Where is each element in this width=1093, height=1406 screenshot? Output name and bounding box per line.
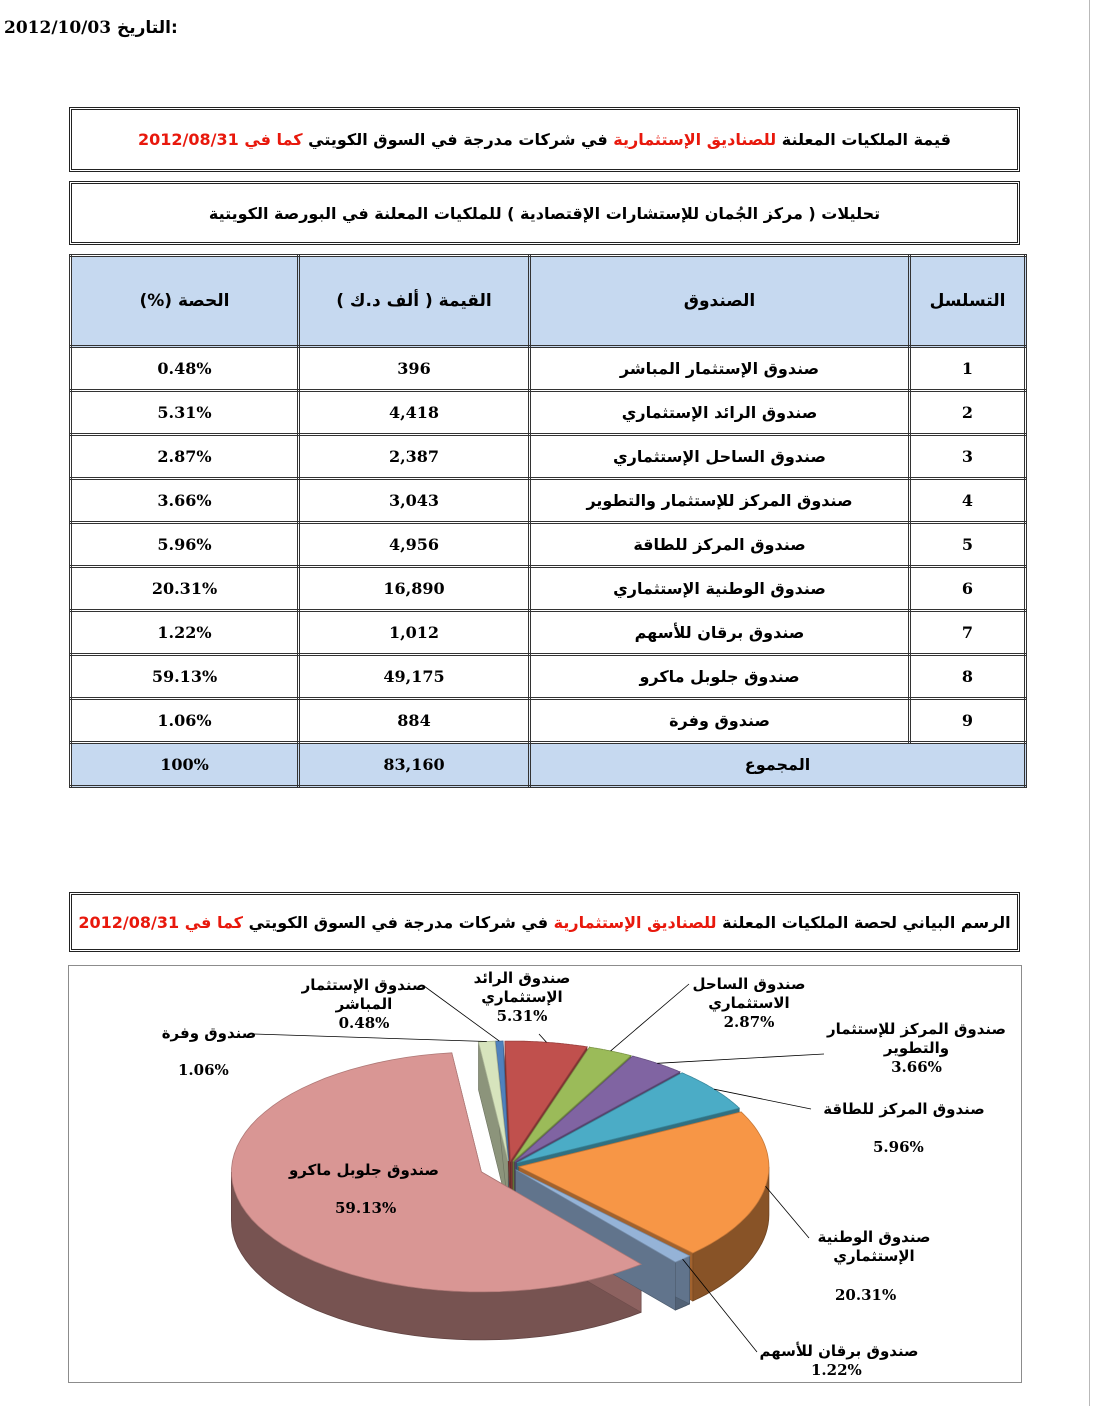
label-markaz-dev-line1: صندوق المركز للإستثمار [826, 1020, 1007, 1038]
cell-fund: صندوق الوطنية الإستثماري [530, 567, 910, 611]
label-raed-pct: 5.31% [496, 1007, 548, 1025]
cell-serial: 8 [910, 655, 1026, 699]
label-raed [447, 969, 597, 1026]
chart-title-part-2: للصناديق الإستثمارية [553, 912, 717, 932]
cell-value: 3,043 [299, 479, 530, 523]
label-burgan-pct: 1.22% [811, 1361, 862, 1379]
date-value: 2012/10/03 [4, 18, 112, 38]
funds-table [69, 254, 1027, 788]
chart-title-part-1: الرسم البياني لحصة الملكيات المعلنة [722, 912, 1011, 932]
cell-share: 1.22% [71, 611, 299, 655]
total-share: 100% [71, 743, 299, 787]
cell-fund: صندوق جلوبل ماكرو [530, 655, 910, 699]
cell-share: 5.31% [71, 391, 299, 435]
leader-line-markaz-dev [657, 1054, 824, 1063]
cell-value: 884 [299, 699, 530, 743]
header-share: الحصة (%) [71, 256, 299, 347]
label-burgan-line1: صندوق برقان للأسهم [759, 1342, 919, 1360]
cell-share: 59.13% [71, 655, 299, 699]
label-markaz-energy-pct: 5.96% [873, 1138, 924, 1156]
label-global-macro-pct: 59.13% [335, 1199, 397, 1217]
label-wafra-pct: 1.06% [178, 1061, 229, 1079]
label-raed-line1: صندوق الرائد [473, 969, 571, 987]
chart-title-part-3: في شركات مدرجة في السوق الكويتي [248, 912, 549, 932]
cell-value: 4,956 [299, 523, 530, 567]
label-sahel [664, 975, 834, 1032]
cell-share: 1.06% [71, 699, 299, 743]
date-label: التاريخ: [116, 18, 178, 38]
label-wafra-line1: صندوق وفرة [161, 1024, 257, 1042]
total-label: المجموع [530, 743, 1026, 787]
cell-share: 20.31% [71, 567, 299, 611]
header-fund: الصندوق [530, 256, 910, 347]
table-row [71, 523, 1026, 567]
table-row [71, 391, 1026, 435]
label-wafra [154, 1024, 264, 1043]
table-row [71, 347, 1026, 391]
cell-fund: صندوق المركز للإستثمار والتطوير [530, 479, 910, 523]
table-row [71, 655, 1026, 699]
cell-fund: صندوق الإستثمار المباشر [530, 347, 910, 391]
cell-value: 16,890 [299, 567, 530, 611]
cell-serial: 9 [910, 699, 1026, 743]
cell-share: 3.66% [71, 479, 299, 523]
leader-line-wafra [254, 1034, 487, 1042]
table-row [71, 611, 1026, 655]
table-row [71, 435, 1026, 479]
cell-serial: 7 [910, 611, 1026, 655]
cell-fund: صندوق برقان للأسهم [530, 611, 910, 655]
label-markaz-dev-line2: والتطوير [883, 1039, 950, 1057]
label-markaz-energy-line1: صندوق المركز للطاقة [823, 1100, 985, 1118]
report-date [4, 18, 304, 44]
cell-serial: 6 [910, 567, 1026, 611]
page-edge-rule [1089, 0, 1090, 1406]
table-body [71, 347, 1026, 743]
title-part-1: قيمة الملكيات المعلنة [781, 130, 952, 149]
title-part-2: للصناديق الإستثمارية [613, 130, 777, 149]
label-direct-investment-pct: 0.48% [338, 1014, 390, 1032]
label-sahel-line2: الاستثماري [708, 994, 790, 1012]
cell-serial: 2 [910, 391, 1026, 435]
table-header-row [71, 256, 1026, 347]
title-part-3: في شركات مدرجة في السوق الكويتي [308, 130, 608, 149]
label-raed-line2: الإستثماري [481, 988, 563, 1006]
table-row [71, 567, 1026, 611]
label-markaz-dev [814, 1020, 1019, 1077]
chart-title-part-4: كما في 2012/08/31 [78, 912, 243, 932]
cell-share: 5.96% [71, 523, 299, 567]
cell-fund: صندوق الساحل الإستثماري [530, 435, 910, 479]
cell-value: 49,175 [299, 655, 530, 699]
label-direct-investment-line1: صندوق الإستثمار [301, 976, 427, 994]
cell-share: 2.87% [71, 435, 299, 479]
chart-title-box [69, 892, 1020, 952]
cell-value: 396 [299, 347, 530, 391]
label-burgan [749, 1342, 929, 1361]
cell-fund: صندوق المركز للطاقة [530, 523, 910, 567]
total-row [71, 743, 1026, 787]
pie-chart [68, 965, 1022, 1383]
label-wataniya [799, 1228, 949, 1266]
leader-line-raed [539, 1034, 547, 1042]
label-markaz-energy [809, 1100, 999, 1119]
label-global-macro-line1: صندوق جلوبل ماكرو [288, 1161, 440, 1179]
label-sahel-pct: 2.87% [723, 1013, 775, 1031]
table-row [71, 699, 1026, 743]
cell-value: 4,418 [299, 391, 530, 435]
title-part-4: كما في 2012/08/31 [138, 130, 303, 149]
cell-value: 2,387 [299, 435, 530, 479]
cell-serial: 3 [910, 435, 1026, 479]
label-direct-investment-line2: المباشر [335, 995, 393, 1013]
label-global-macro [274, 1161, 454, 1180]
subtitle-text: تحليلات ( مركز الجُمان للإستشارات الإقتصادية ) للملكيات المعلنة في البورصة الكويتية [208, 203, 881, 223]
label-sahel-line1: صندوق الساحل [692, 975, 806, 993]
total-value: 83,160 [299, 743, 530, 787]
cell-serial: 5 [910, 523, 1026, 567]
cell-value: 1,012 [299, 611, 530, 655]
label-wataniya-line2: الإستثماري [833, 1247, 915, 1265]
label-direct-investment [269, 976, 459, 1033]
table-row [71, 479, 1026, 523]
cell-serial: 4 [910, 479, 1026, 523]
cell-fund: صندوق وفرة [530, 699, 910, 743]
label-markaz-dev-pct: 3.66% [891, 1058, 942, 1076]
report-title-box [69, 107, 1020, 172]
header-value: القيمة ( ألف د.ك ) [299, 256, 530, 347]
header-serial: التسلسل [910, 256, 1026, 347]
report-subtitle-box [69, 181, 1020, 245]
label-wataniya-pct: 20.31% [835, 1286, 897, 1304]
label-wataniya-line1: صندوق الوطنية [817, 1228, 931, 1246]
cell-share: 0.48% [71, 347, 299, 391]
cell-fund: صندوق الرائد الإستثماري [530, 391, 910, 435]
cell-serial: 1 [910, 347, 1026, 391]
